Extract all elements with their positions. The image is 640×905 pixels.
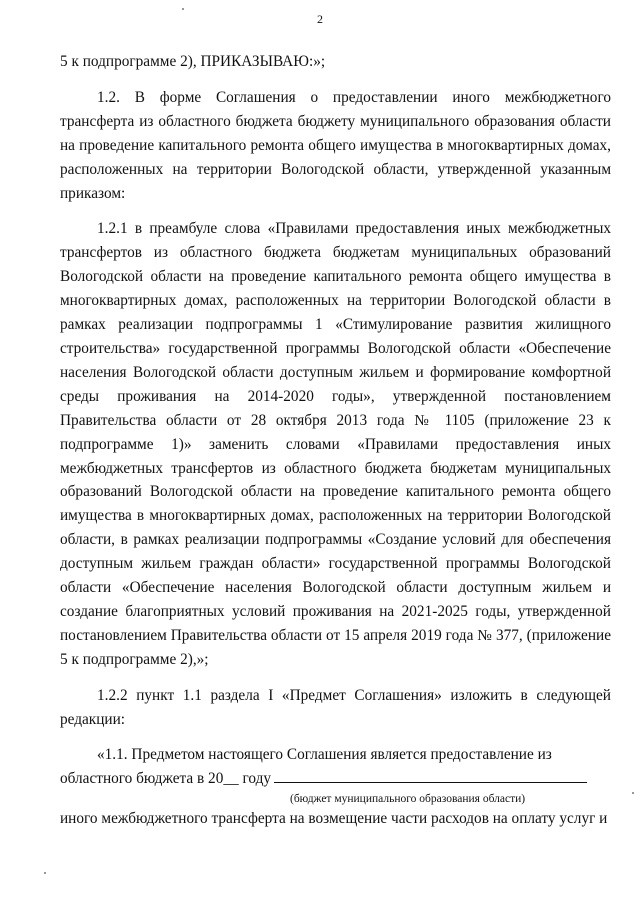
document-body: [60, 50, 611, 831]
paragraph-intro: 5 к подпрограмме 2), ПРИКАЗЫВАЮ:»;: [60, 53, 326, 70]
paragraph-1-2-2: 1.2.2 пункт 1.1 раздела I «Предмет Соглашения» изложить в следующей редакции:: [60, 686, 611, 728]
page-number: 2: [317, 12, 323, 26]
clause-1-1-year-text: областного бюджета в 20__ году: [60, 770, 272, 788]
clause-1-1-line: «1.1. Предметом настоящего Соглашения является предоставление из: [97, 746, 552, 764]
scan-speck: [182, 8, 184, 10]
scan-speck: [632, 792, 634, 794]
blank-fill-line: [274, 768, 587, 783]
clause-1-1-continuation: иного межбюджетного трансферта на возмещение части расходов на оплату услуг и: [60, 810, 608, 828]
blank-caption: (бюджет муниципального образования области): [290, 793, 526, 806]
clause-1-1-fill-line: [60, 767, 611, 791]
scan-speck: [44, 872, 46, 874]
paragraph-1-2-1: 1.2.1 в преамбуле слова «Правилами предоставления иных межбюджетных трансфертов из областного бюджета бюджетам муниципальных образований Вологодской области на проведение капитального ремонта общего имущества в многоквартирных домах, расположенных на территории Вологодской области в рамках реализации подпрограммы 1 «Стимулирование развития жилищного строительства» государственной программы Вологодской области «Обеспечение населения Вологодской области доступным жильем и формирование комфортной среды проживания на 2014-2020 годы», утвержденной постановлением Правительства области от 28 октября 2013 года № 1105 (приложение 23 к подпрограмме 1)» заменить словами «Правилами предоставления иных межбюджетных трансфертов из областного бюджета бюджетам муниципальных образований Вологодской области на проведение капитального ремонта общего имущества в многоквартирных домах, расположенных на территории Вологодской области, в рамках реализации подпрограммы «Создание условий для обеспечения доступным жильем граждан области» государственной программы Вологодской области «Обеспечение населения Вологодской области доступным жильем и создание благоприятных условий проживания на 2021-2025 годы, утвержденной постановлением Правительства области от 15 апреля 2019 года № 377, (приложение 5 к подпрограмме 2),»;: [60, 220, 611, 668]
paragraph-1-2: 1.2. В форме Соглашения о предоставлении иного межбюджетного трансферта из областного бюджета бюджету муниципального образования области на проведение капитального ремонта общего имущества в многоквартирных домах, расположенных на территории Вологодской области, утвержденной указанным приказом:: [60, 88, 611, 202]
